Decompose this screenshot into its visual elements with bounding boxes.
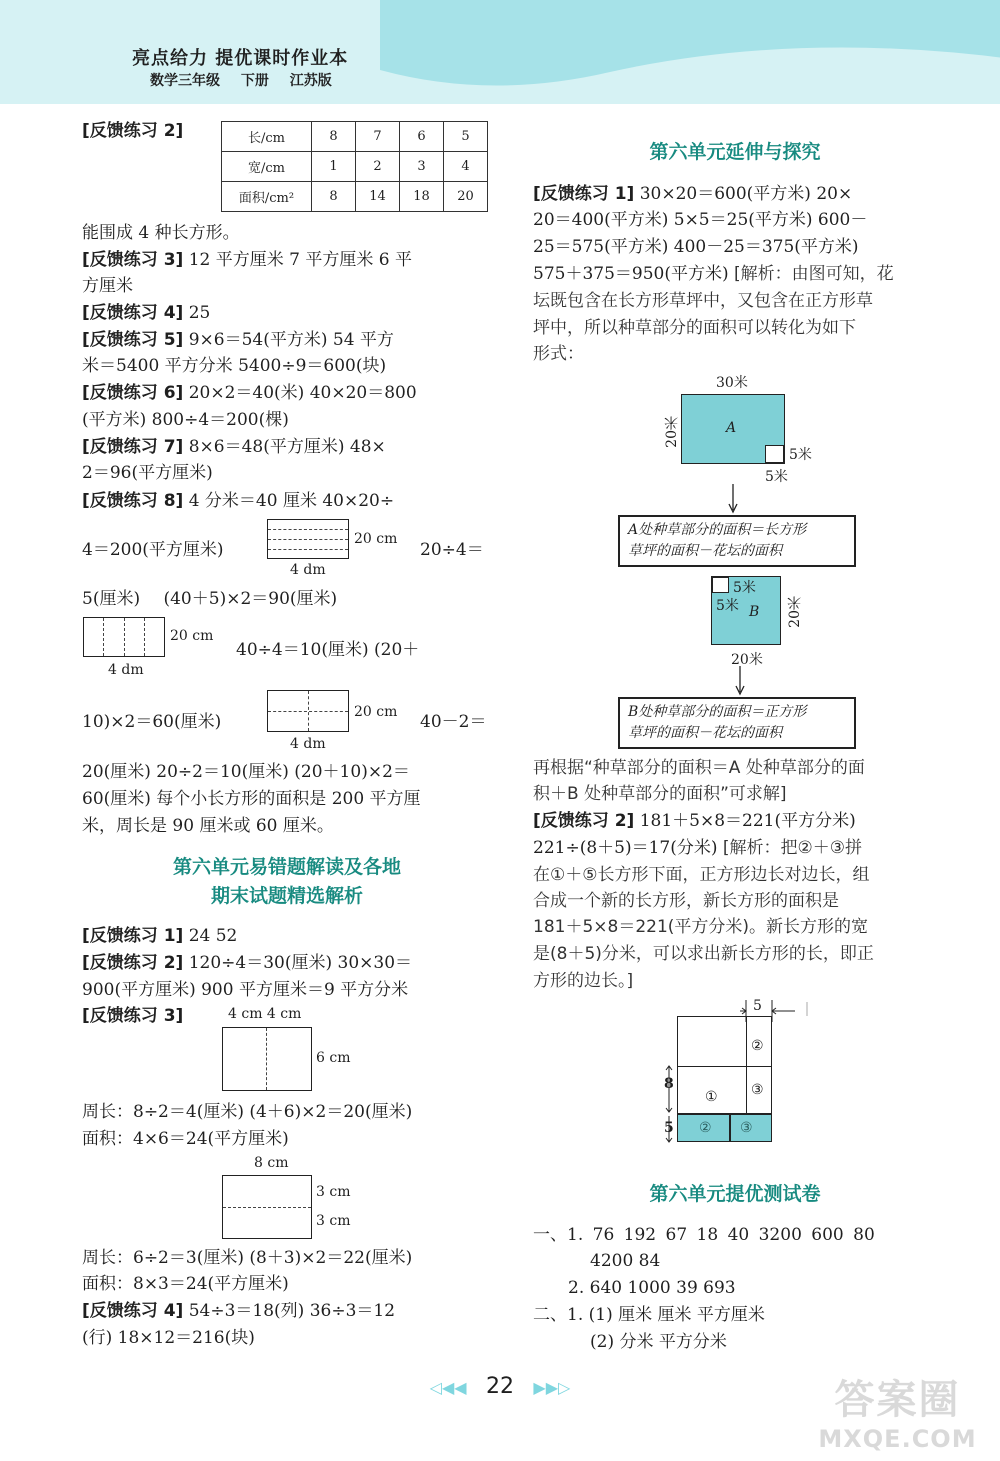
dashed-line [268,539,348,540]
text-line: 方形的边长。] [533,971,634,991]
r-feedback-1: [反馈练习 1] 30×20＝600(平方米) 20× [533,184,853,204]
text-line: 20(厘米) 20÷2＝10(厘米) (20＋10)×2＝ [82,762,410,782]
text-line: 米＝5400 平方分米 5400÷9＝600(块) [82,356,387,376]
figure-label: ② [699,1120,712,1136]
figure-label: 5米 [765,469,788,485]
figure-label: 5米 [733,580,756,596]
text-line: 面积：4×6＝24(平方厘米) [82,1129,289,1149]
figure-label: ② [751,1038,764,1054]
text-line: 米，周长是 90 厘米或 60 厘米。 [82,816,334,836]
text-line: 形式： [533,344,584,364]
dashed-line [103,618,104,656]
figure-label: 20 cm [354,531,398,547]
s1-feedback-4: [反馈练习 4] 54÷3＝18(列) 36÷3＝12 [82,1301,396,1321]
table-row: 长/cm 8 7 6 5 [222,122,488,152]
text-line: 能围成 4 种长方形。 [82,223,240,243]
text-line: 是(8＋5)分米，可以求出新长方形的长，即正 [533,944,874,964]
text-line: 575＋375＝950(平方米) [解析：由图可知，花 [533,264,894,284]
bottom-strip [677,1114,772,1142]
r-feedback-2: [反馈练习 2] 181＋5×8＝221(平方分米) [533,811,856,831]
flowerbed-square [712,577,729,593]
test-answer-line: 2. 640 1000 39 693 [568,1278,736,1298]
next-arrows-icon: ▶▶▷ [533,1378,571,1397]
text-line: 坛既包含在长方形草坪中，又包含在正方形草 [533,291,873,311]
dimension-arrows [740,1000,810,1026]
figure-label: 20 cm [170,628,214,644]
dashed-line [268,549,348,550]
flowerbed-square [765,445,784,463]
text-line: 10)×2＝60(厘米) [82,712,222,732]
book-subtitle: 数学三年级 下册 江苏版 [150,73,332,89]
table-row: 面积/cm² 8 14 18 20 [222,182,488,212]
text-line: 在①＋⑤长方形下面，正方形边长对边长，组 [533,865,870,885]
arrow-down-icon [726,484,740,514]
prev-arrows-icon: ◁◀◀ [429,1378,467,1397]
explanation-box: B处种草部分的面积＝正方形 草坪的面积－花坛的面积 [618,697,856,749]
explanation-box: A处种草部分的面积＝长方形 草坪的面积－花坛的面积 [618,515,856,567]
feedback-4: [反馈练习 4] 25 [82,303,211,323]
text-line: 周长：8÷2＝4(厘米) (4＋6)×2＝20(厘米) [82,1102,413,1122]
figure-label: 5 [664,1120,674,1136]
divider [729,1114,731,1142]
feedback-6: [反馈练习 6] 20×2＝40(米) 40×20＝800 [82,383,417,403]
text-line: 181＋5×8＝221(平方分米)。新长方形的宽 [533,917,869,937]
text-line: 2＝96(平方厘米) [82,463,213,483]
text-line: 221÷(8＋5)＝17(分米) [解析：把②＋③拼 [533,838,863,858]
feedback-8: [反馈练习 8] 4 分米＝40 厘米 40×20÷ [82,491,395,511]
s1-feedback-1: [反馈练习 1] 24 52 [82,926,238,946]
figure-label: B [749,604,760,620]
text-line: 合成一个新的长方形，新长方形的面积是 [533,891,839,911]
figure-label: 8 [664,1076,674,1092]
feedback-7: [反馈练习 7] 8×6＝48(平方厘米) 48× [82,437,386,457]
page-header [0,0,1000,104]
figure-label: 20米 [787,596,803,628]
dashed-line [124,618,125,656]
figure-label: 8 cm [254,1155,289,1171]
figure-label: 3 cm [316,1213,351,1229]
figure-label: 6 cm [316,1050,351,1066]
text-line: 900(平方厘米) 900 平方厘米＝9 平方分米 [82,980,409,1000]
text-line: 方厘米 [82,276,133,296]
text-line: (行) 18×12＝216(块) [82,1328,255,1348]
text-line: (平方米) 800÷4＝200(棵) [82,410,289,430]
figure-label: 20 cm [354,704,398,720]
figure-label: 4 cm 4 cm [228,1006,302,1022]
text-line: 25＝575(平方米) 400－25＝375(平方米) [533,237,859,257]
text-line: 40÷4＝10(厘米) (20＋ [236,640,420,660]
rectangle-figure-d [222,1027,312,1091]
section-title: 第六单元延伸与探究 [649,141,821,163]
s1-feedback-3-label: [反馈练习 3] [82,1006,184,1026]
figure-label: 4 dm [290,562,326,578]
figure-label: ① [705,1089,718,1105]
page-number: 22 [486,1374,514,1399]
figure-label: 5 [753,998,762,1014]
section-title: 第六单元易错题解读及各地 [172,856,401,878]
dimension-table [221,121,488,212]
figure-label: 20米 [731,652,763,668]
text-line: 积＋B 处种草部分的面积”可求解] [533,784,787,804]
figure-label: ③ [740,1120,753,1136]
text-line: 5(厘米) (40＋5)×2＝90(厘米) [82,589,338,609]
text-line: 面积：8×3＝24(平方厘米) [82,1274,289,1294]
text-line: 60(厘米) 每个小长方形的面积是 200 平方厘 [82,789,421,809]
s1-feedback-2: [反馈练习 2] 120÷4＝30(厘米) 30×30＝ [82,953,413,973]
text-line: 20÷4＝ [420,540,484,560]
test-answer-line: 二、1. (1) 厘米 厘米 平方厘米 [533,1305,765,1325]
test-answer-line: 一、1. 76 192 67 18 40 3200 600 80 [533,1225,875,1245]
test-answer-line: (2) 分米 平方分米 [590,1332,727,1352]
section-title: 第六单元提优测试卷 [649,1183,821,1205]
feedback-3: [反馈练习 3] 12 平方厘米 7 平方厘米 6 平 [82,250,412,270]
text-line: 周长：6÷2＝3(厘米) (8＋3)×2＝22(厘米) [82,1248,413,1268]
dashed-line [223,1207,311,1208]
header-wave-decoration [380,0,1000,104]
figure-label: 4 dm [290,736,326,752]
feedback-2-label: [反馈练习 2] [82,121,184,141]
table-row: 宽/cm 1 2 3 4 [222,152,488,182]
figure-label: 30米 [716,375,748,391]
figure-label: ③ [751,1082,764,1098]
figure-label: 5米 [789,447,812,463]
feedback-5: [反馈练习 5] 9×6＝54(平方米) 54 平方 [82,330,394,350]
text-line: 坪中，所以种草部分的面积可以转化为如下 [533,318,856,338]
text-line: 20＝400(平方米) 5×5＝25(平方米) 600－ [533,210,868,230]
figure-label: A [726,420,737,436]
text-line: 再根据“种草部分的面积＝A 处种草部分的面 [533,758,865,778]
book-title: 亮点给力 提优课时作业本 [132,48,349,69]
text-line: 40－2＝ [420,712,487,732]
dashed-line [308,691,309,731]
arrow-down-icon [733,666,747,696]
figure-label: 5米 [716,598,739,614]
figure-label: 3 cm [316,1184,351,1200]
section-title: 期末试题精选解析 [210,885,363,907]
text-line: 4＝200(平方厘米) [82,540,224,560]
figure-label: 20米 [664,416,680,448]
watermark: 答案圈 MXQE.COM [818,1377,977,1453]
test-answer-line: 4200 84 [590,1251,661,1271]
dashed-line [144,618,145,656]
dashed-line [266,1028,267,1090]
dashed-line [268,529,348,530]
figure-label: 4 dm [108,662,144,678]
